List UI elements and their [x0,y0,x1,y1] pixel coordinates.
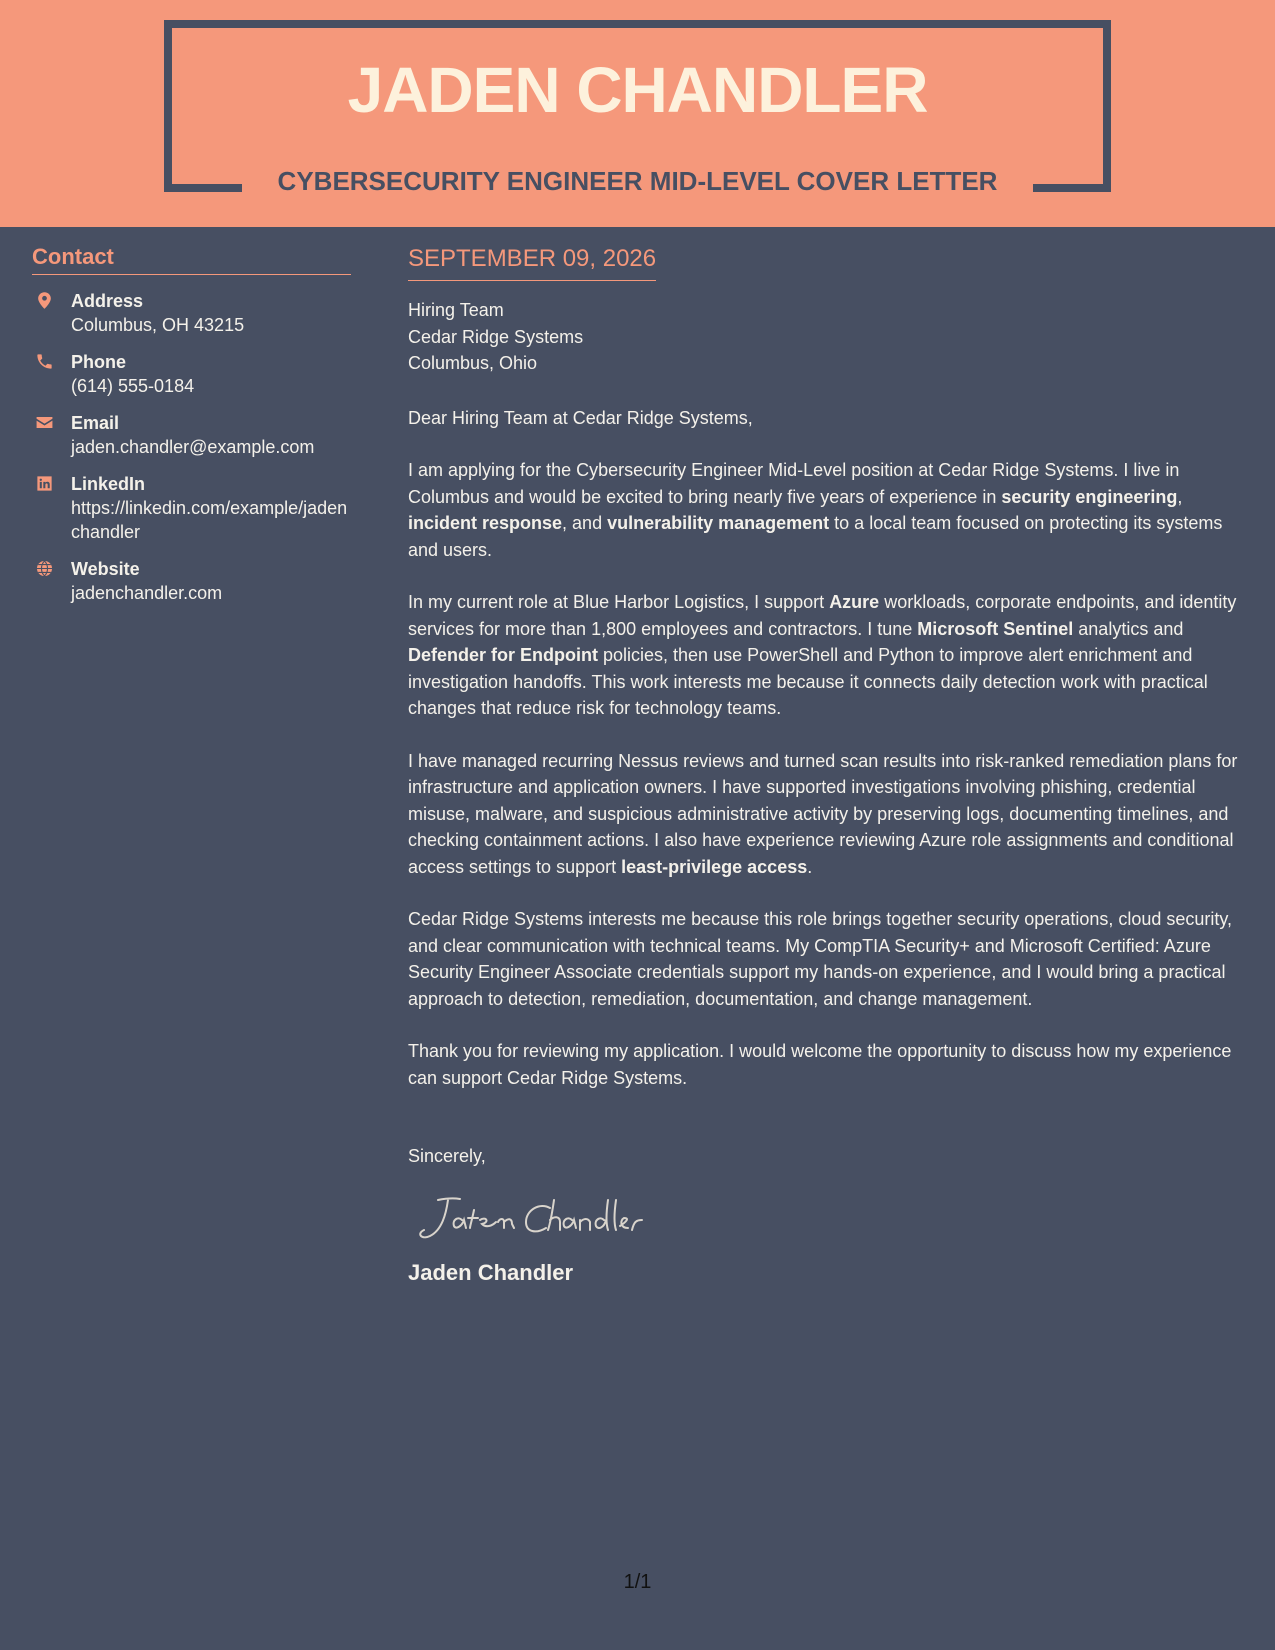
page-number: 1/1 [623,1571,652,1593]
closing: Sincerely, [408,1146,486,1166]
paragraph-2: In my current role at Blue Harbor Logistics, I support Azure workloads, corporate endpoints, and identity services for more than 1,800 employees and contractors. I tune Microsoft Sentinel analytics and Defender for Endpoint policies, then use PowerShell and Python to improve alert enrichment and investigation handoffs. This work interests me because it connects daily detection work with practical changes that reduce risk for technology teams. [408,592,1237,718]
map-pin-icon [35,291,54,310]
contact-heading: Contact [32,244,351,275]
envelope-icon [35,413,54,432]
signature-graphic [408,1190,668,1246]
website-label: Website [71,559,140,579]
paragraph-5: Thank you for reviewing my application. I would welcome the opportunity to discuss how my experience can support Cedar Ridge Systems. [408,1041,1232,1088]
recipient-block [408,297,1253,377]
website-value[interactable]: jadenchandler.com [71,583,223,603]
frame-right-bar [1103,20,1111,192]
paragraph-3: I have managed recurring Nessus reviews and turned scan results into risk-ranked remediation plans for infrastructure and application owners. I have supported investigations involving phishing, credential misuse, malware, and suspicious administrative activity by preserving logs, documenting timelines, and checking containment actions. I also have experience reviewing Azure role assignments and conditional access settings to support least-privilege access. [408,750,1238,877]
contact-linkedin [32,472,351,544]
contact-website [32,557,351,605]
linkedin-icon [35,474,54,493]
recipient-line: Cedar Ridge Systems [408,326,584,347]
email-value[interactable]: jaden.chandler@example.com [71,437,315,457]
signer-name: Jaden Chandler [408,1259,574,1285]
recipient-line: Columbus, Ohio [408,353,538,373]
salutation: Dear Hiring Team at Cedar Ridge Systems, [408,407,753,428]
address-label: Address [71,291,144,311]
address-value: Columbus, OH 43215 [71,315,245,335]
paragraph-1: I am applying for the Cybersecurity Engineer Mid-Level position at Cedar Ridge Systems. I live in Columbus and would be excited to bring nearly five years of experience in security engineering, incident response, and vulnerability management to a local team focused on protecting its systems and users. [408,460,1223,560]
phone-icon [35,352,54,371]
email-label: Email [71,413,120,433]
paragraph-4: Cedar Ridge Systems interests me because this role brings together security operations, cloud security, and clear communication with technical teams. My CompTIA Security+ and Microsoft Certified: Azure Security Engineer Associate credentials support my hands-on experience, and I would bring a practical approach to detection, remediation, documentation, and change management. [408,909,1233,1009]
letter-body [408,244,1253,1286]
contact-sidebar [32,244,351,605]
linkedin-value[interactable]: https://linkedin.com/example/jadenchandler [71,498,348,542]
recipient-line: Hiring Team [408,300,504,320]
globe-icon [35,559,54,578]
contact-phone [32,350,351,398]
frame-left-bar [164,20,172,192]
header-banner [0,0,1275,227]
contact-address [32,289,351,337]
handwritten-signature [408,1190,1253,1246]
letter-date: SEPTEMBER 09, 2026 [408,244,656,281]
frame-bottom-right-bar [1033,184,1111,192]
phone-label: Phone [71,352,127,372]
applicant-name: JADEN CHANDLER [347,54,928,126]
phone-value: (614) 555-0184 [71,376,195,396]
document-subtitle: CYBERSECURITY ENGINEER MID-LEVEL COVER LETTER [277,166,998,196]
frame-top-bar [164,20,1111,28]
frame-bottom-left-bar [164,184,242,192]
linkedin-label: LinkedIn [71,474,146,494]
contact-email [32,411,351,459]
